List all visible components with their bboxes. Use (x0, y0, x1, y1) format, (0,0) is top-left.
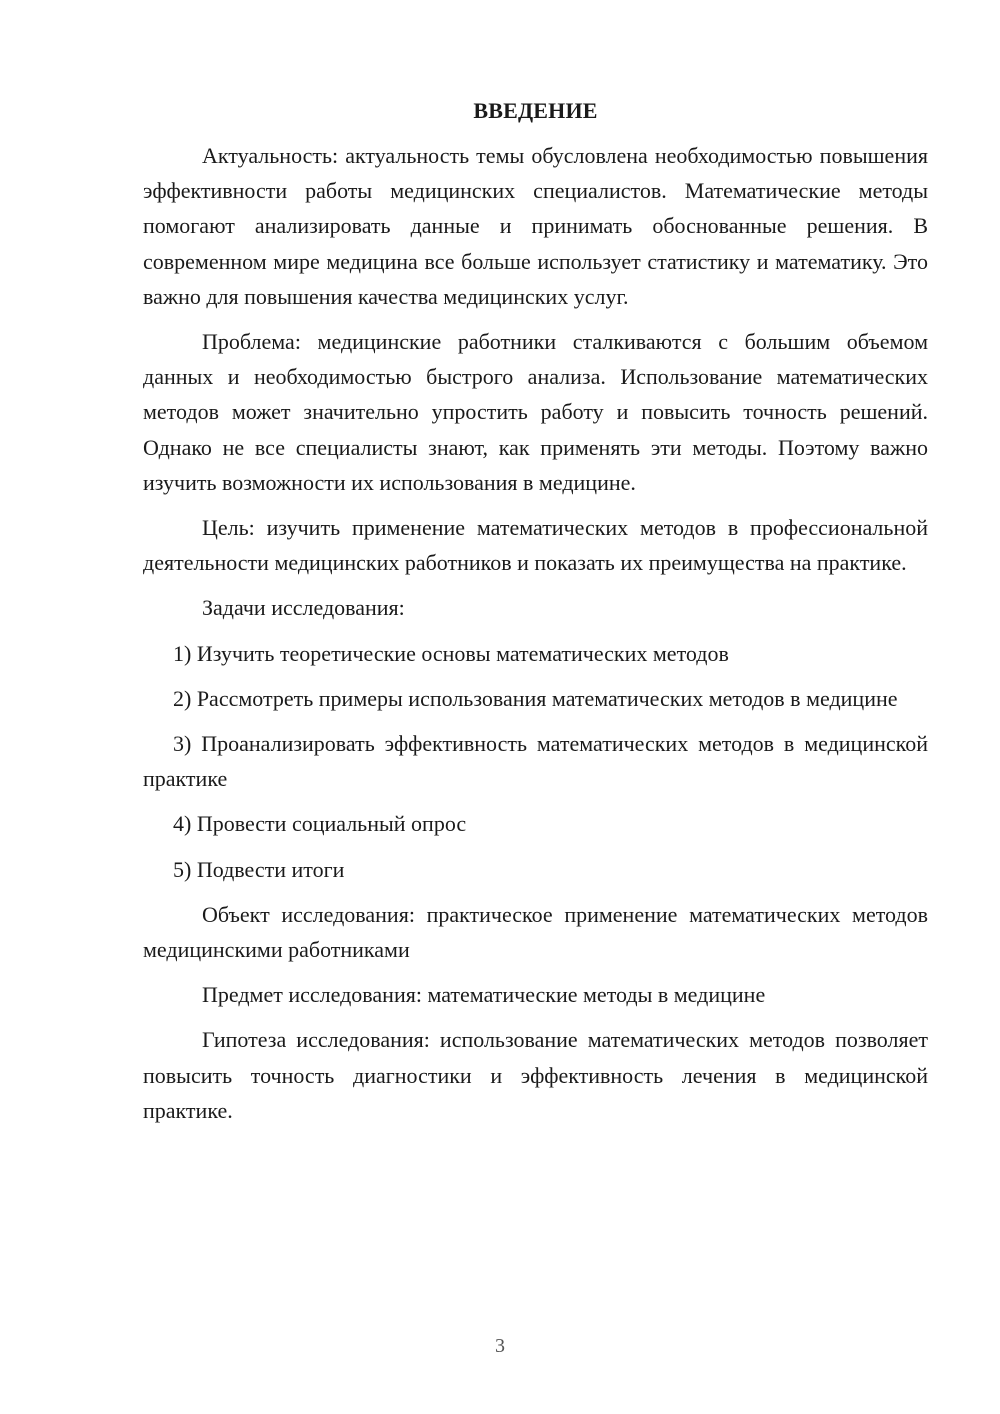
list-item: 5) Подвести итоги (173, 856, 345, 882)
paragraph-problem: Проблема: медицинские работники сталкиваются с большим объемом данных и необходимостью быстрого анализа. Использование математических методов может значительно упростить работу и повысить точность решений. Однако не все специалисты знают, как применять эти методы. Поэтому важно изучить возможности их использования в медицине. (143, 329, 928, 495)
paragraph-relevance: Актуальность: актуальность темы обусловлена необходимостью повышения эффективности работы медицинских специалистов. Математические методы помогают анализировать данные и принимать обоснованные решения. В современном мире медицина все больше использует статистику и математику. Это важно для повышения качества медицинских услуг. (143, 143, 928, 309)
list-item: 3) Проанализировать эффективность математических методов в медицинской практике (143, 731, 928, 792)
section-heading: ВВЕДЕНИЕ (473, 98, 598, 123)
paragraph-subject: Предмет исследования: математические методы в медицине (202, 982, 766, 1008)
paragraph-hypothesis: Гипотеза исследования: использование математических методов позволяет повысить точность диагностики и эффективность лечения в медицинской практике. (143, 1027, 928, 1123)
paragraph-object: Объект исследования: практическое применение математических методов медицинскими работниками (143, 901, 928, 963)
tasks-list (143, 636, 928, 887)
list-item: 2) Рассмотреть примеры использования математических методов в медицине (173, 685, 898, 711)
page-number: 3 (495, 1335, 505, 1357)
paragraph-goal: Цель: изучить применение математических методов в профессиональной деятельности медицинских работников и показать их преимущества на практике. (143, 515, 928, 576)
page-content (143, 93, 928, 1138)
tasks-title: Задачи исследования: (202, 595, 405, 621)
list-item: 4) Провести социальный опрос (173, 811, 467, 837)
list-item: 1) Изучить теоретические основы математических методов (173, 640, 729, 666)
